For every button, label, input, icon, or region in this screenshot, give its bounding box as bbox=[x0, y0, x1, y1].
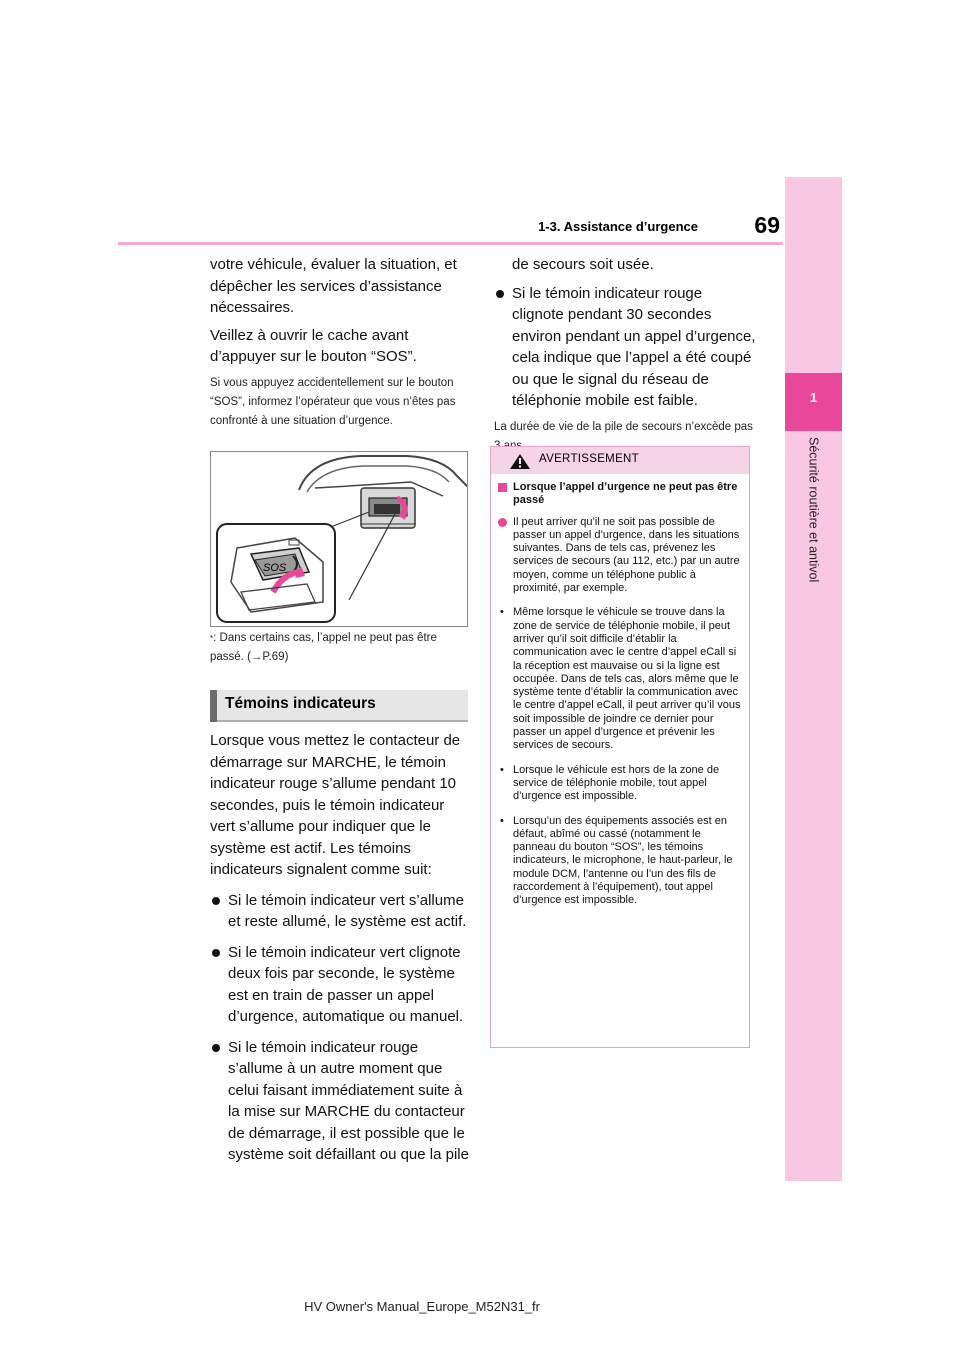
warning-sub-item bbox=[497, 606, 741, 752]
warning-subheading-text: Lorsque l’appel d’urgence ne peut pas être passé bbox=[513, 481, 738, 507]
chapter-title: Sécurité routière et antivol bbox=[806, 437, 821, 583]
warning-sub-item-text: Même lorsque le véhicule se trouve dans la zone de service de téléphonie mobile, il peut arriver qu’il soit difficile d’établir la communication avec le centre d’appel eCall si la réception est mauvaise ou si la ligne est occupée. Dans de tels cas, alors même que le système tente d’établir la communication avec le centre d’appel eCall, il peut arriver qu’il vous soit impossible de joindre ce dernier pour passer un appel d’urgence et prévenir les services de secours. bbox=[513, 606, 741, 752]
indicator-section bbox=[210, 730, 472, 1166]
small-bullet-glyph: • bbox=[500, 606, 504, 619]
bullet-dot bbox=[212, 949, 220, 957]
circle-bullet-icon bbox=[498, 518, 507, 527]
indicator-bullet bbox=[210, 1037, 472, 1166]
warning-sub-item bbox=[497, 815, 741, 908]
square-bullet-icon bbox=[498, 483, 507, 492]
indicator-bullet bbox=[210, 942, 472, 1028]
section-title: 1-3. Assistance d’urgence bbox=[538, 219, 698, 234]
warning-subheading bbox=[497, 481, 741, 508]
indicator-bullet bbox=[210, 890, 472, 933]
indicator-bullet-text: Si le témoin indicateur vert s’allume et reste allumé, le système est actif. bbox=[228, 891, 467, 930]
left-column-intro bbox=[210, 254, 472, 431]
header-rule bbox=[118, 242, 783, 245]
bullet-dot bbox=[496, 290, 504, 298]
warning-box bbox=[490, 446, 750, 1048]
chapter-number: 1 bbox=[809, 390, 818, 405]
warning-triangle-icon bbox=[509, 453, 531, 470]
page-number: 69 bbox=[754, 212, 780, 238]
footnote-text: : Dans certains cas, l’appel ne peut pas être passé. (→P.69) bbox=[210, 632, 437, 663]
warning-title: AVERTISSEMENT bbox=[539, 453, 639, 465]
small-bullet-glyph: • bbox=[500, 814, 504, 827]
section-heading bbox=[210, 690, 468, 722]
indicator-bullet-text: Si le témoin indicateur rouge clignote pendant 30 secondes environ pendant un appel d’urgence, cela indique que l’appel a été coupé ou que le signal du réseau de téléphonie mobile est faible. bbox=[512, 284, 756, 409]
warning-body bbox=[497, 479, 741, 908]
sos-label: SOS bbox=[263, 562, 287, 574]
chapter-title-wrap bbox=[785, 437, 842, 697]
footer-manual-id: HV Owner's Manual_Europe_M52N31_fr bbox=[304, 1299, 540, 1314]
footnote bbox=[210, 629, 472, 667]
warning-sub-item bbox=[497, 764, 741, 804]
section-heading-text: Témoins indicateurs bbox=[225, 695, 376, 712]
continuation-text: de secours soit usée. bbox=[512, 256, 654, 273]
accidental-press-note: Si vous appuyez accidentellement sur le bouton “SOS”, informez l’opérateur que vous n’êtes pas confronté à une situation d’urgence. bbox=[210, 376, 456, 427]
small-bullet-glyph: • bbox=[500, 763, 504, 776]
warning-sub-item-text: Lorsque le véhicule est hors de la zone de service de téléphonie mobile, tout appel d’urgence est impossible. bbox=[513, 763, 720, 803]
intro-paragraph-2: Veillez à ouvrir le cache avant d’appuyer sur le bouton “SOS”. bbox=[210, 326, 417, 365]
intro-paragraph-1: votre véhicule, évaluer la situation, et dépêcher les services d’assistance nécessaires. bbox=[210, 256, 457, 316]
warning-header bbox=[491, 447, 749, 474]
indicator-bullet-text: Si le témoin indicateur vert clignote deux fois par seconde, le système est en train de passer un appel d’urgence, automatique ou manuel. bbox=[228, 943, 464, 1025]
indicator-bullet-text: Si le témoin indicateur rouge s’allume à un autre moment que celui faisant immédiatement suite à la mise sur MARCHE du contacteur de démarrage, il est possible que le système soit défaillant ou que la pile bbox=[228, 1038, 469, 1163]
battery-life-note: La durée de vie de la pile de secours n’excède pas bbox=[494, 420, 753, 433]
warning-main-item bbox=[497, 516, 741, 596]
indicator-intro: Lorsque vous mettez le contacteur de démarrage sur MARCHE, le témoin indicateur rouge s’allume pendant 10 secondes, puis le témoin indicateur vert s’allume pour indiquer que le système est actif. Les témoins indicateurs signalent comme suit: bbox=[210, 732, 461, 878]
indicator-bullet bbox=[494, 283, 756, 412]
warning-sub-item-text: Lorsqu’un des équipements associés est en défaut, abîmé ou cassé (notamment le panneau du bouton “SOS”, les témoins indicateurs, le microphone, le haut-parleur, le module DCM, l’antenne ou l’un des fils de raccordement à l’équipement), tout appel d’urgence est impossible. bbox=[513, 814, 733, 907]
bullet-dot bbox=[212, 1044, 220, 1052]
bullet-dot bbox=[212, 897, 220, 905]
section-heading-bar bbox=[210, 690, 217, 722]
footnote-mark: * bbox=[210, 634, 214, 643]
overhead-console-drawing bbox=[211, 452, 467, 626]
sos-button-illustration bbox=[210, 451, 468, 627]
right-column bbox=[494, 254, 756, 456]
warning-main-item-text: Il peut arriver qu’il ne soit pas possible de passer un appel d’urgence, dans les situations suivantes. Dans de tels cas, prévenez les services de secours (au 112, etc.) par un autre moyen, comme un téléphone public à proximité, par exemple. bbox=[513, 515, 740, 595]
